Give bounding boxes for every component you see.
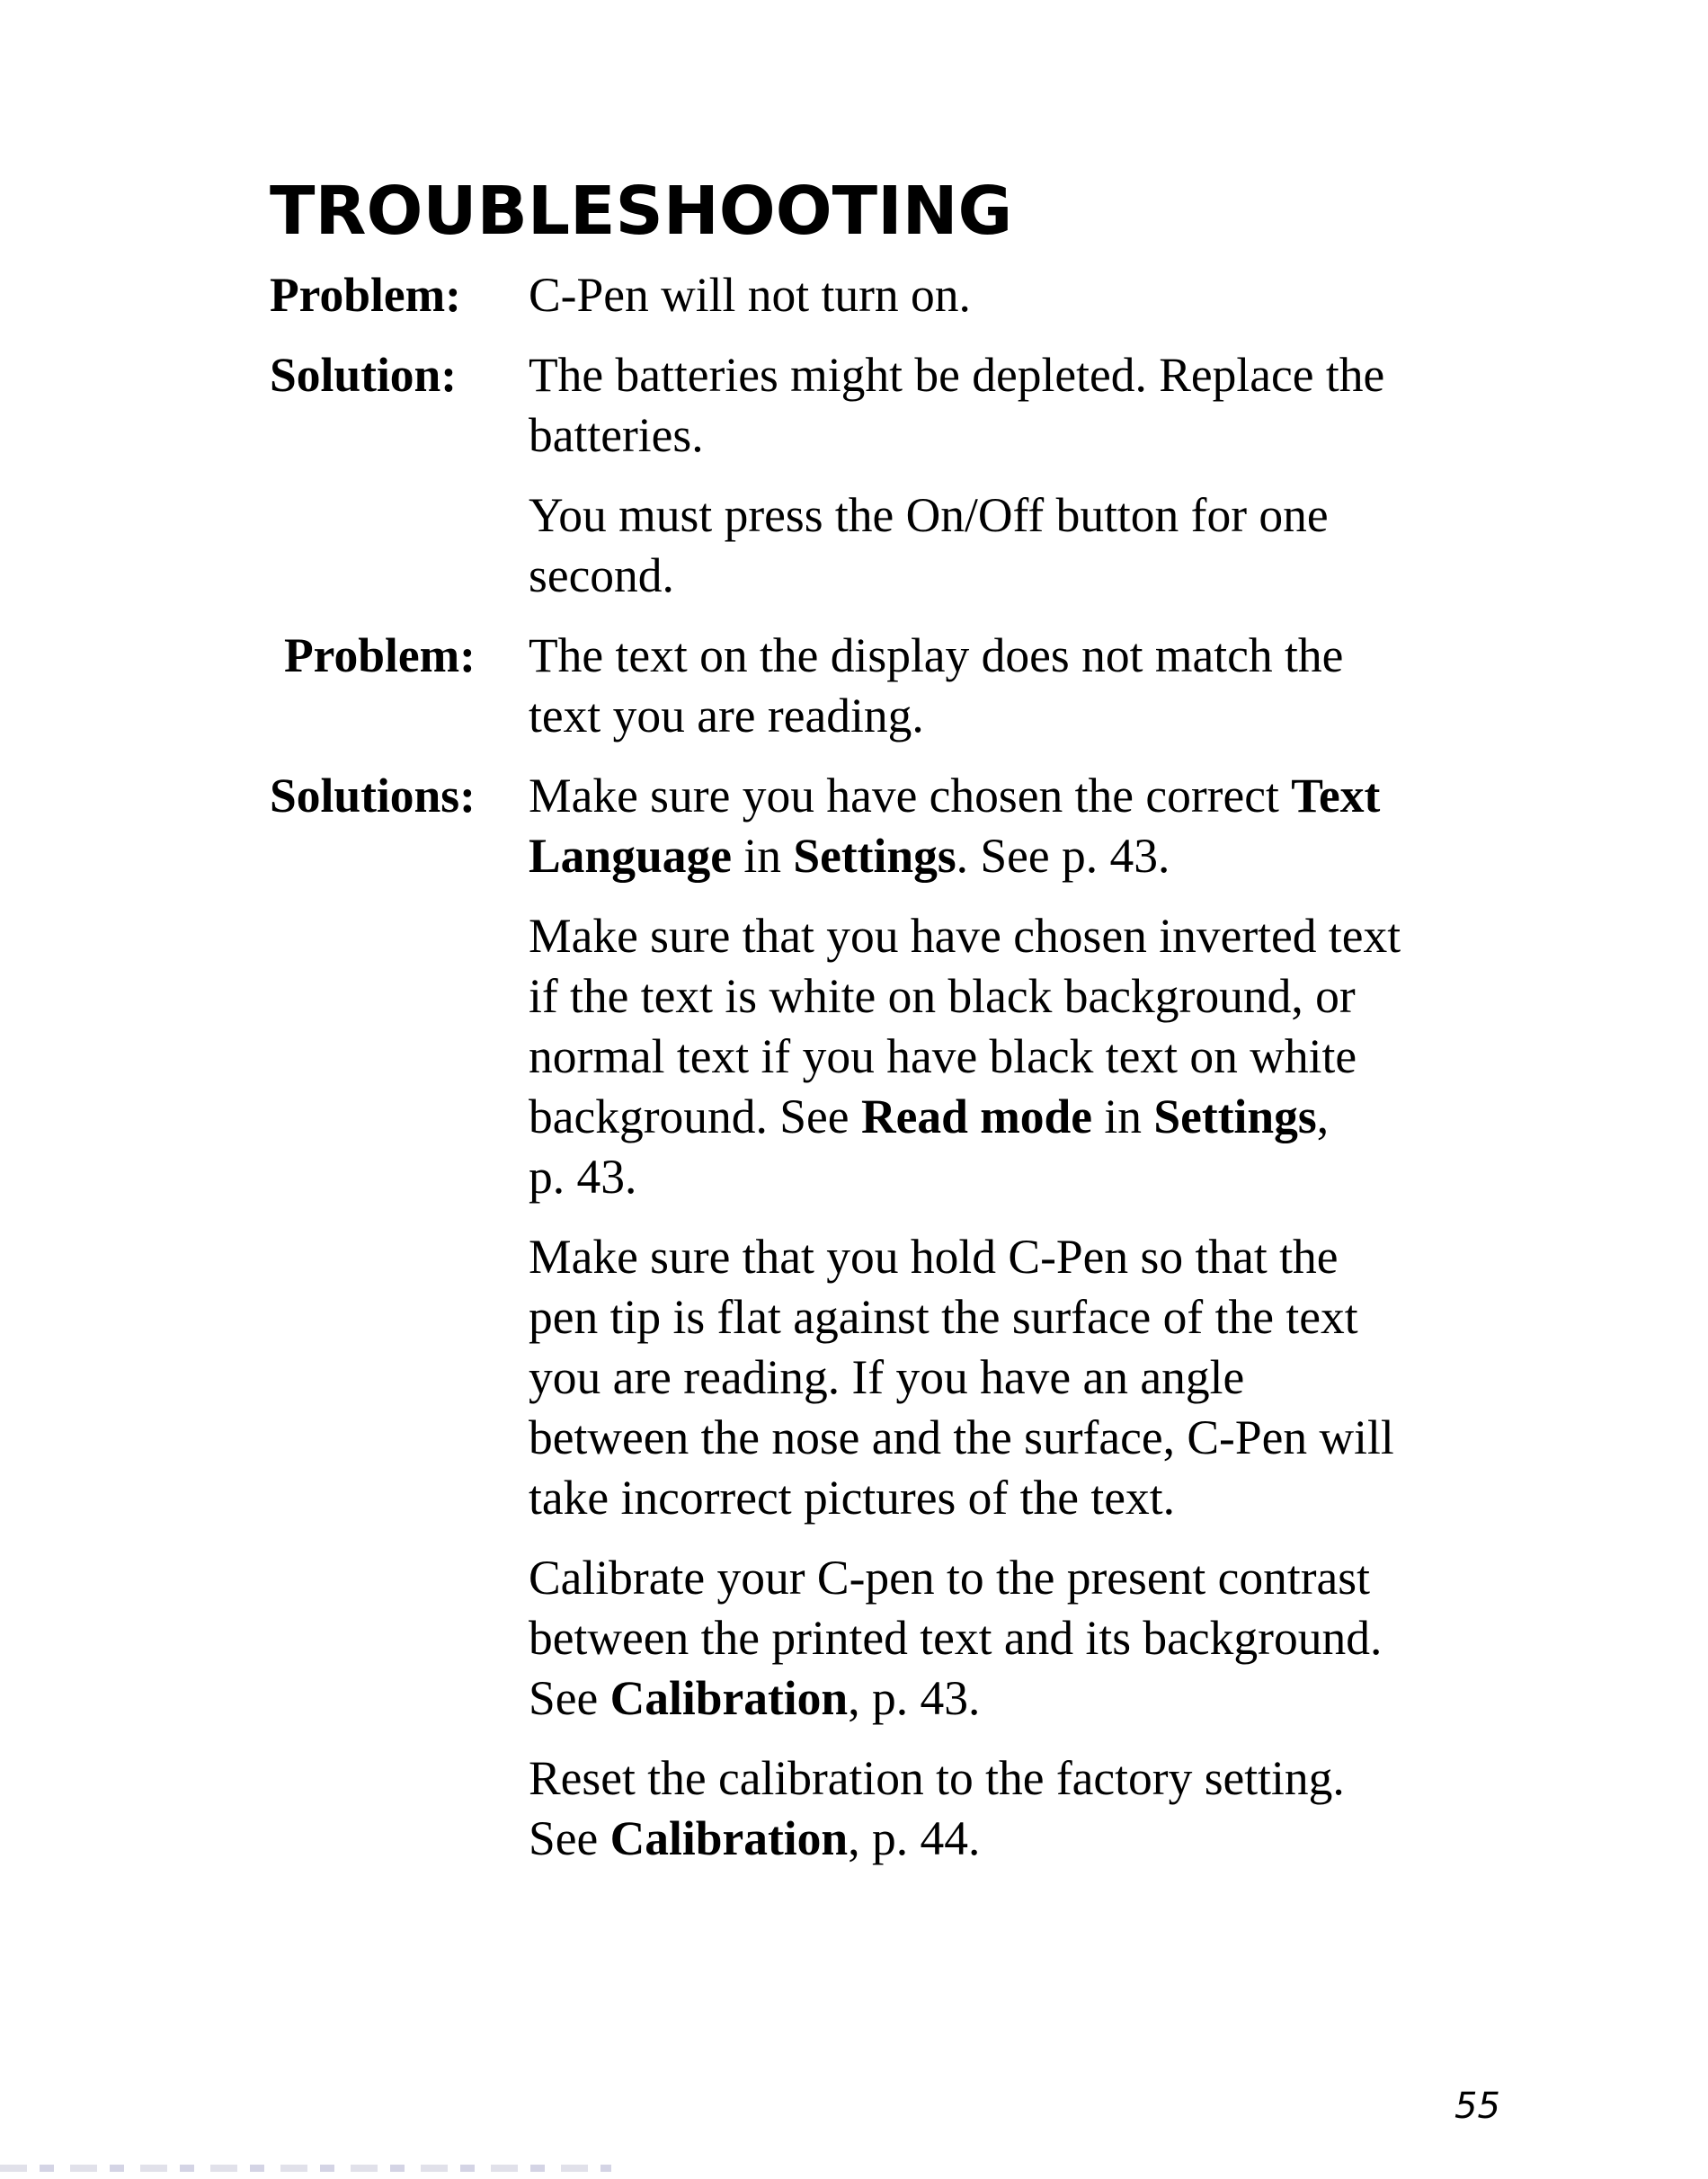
text-line: Make sure that you have chosen inverted text (529, 909, 1401, 963)
text-line: Reset the calibration to the factory setting. (529, 1751, 1345, 1805)
paragraph (529, 345, 1481, 466)
bold-term: Calibration (609, 1811, 849, 1865)
text-line: second. (529, 548, 674, 602)
paragraph (529, 485, 1481, 606)
page-number: 55 (1454, 2086, 1500, 2127)
paragraph (529, 766, 1481, 886)
bold-term: Settings (1153, 1090, 1317, 1143)
text-line: Calibrate your C-pen to the present contrast (529, 1551, 1370, 1605)
text-line: C-Pen will not turn on. (529, 268, 971, 322)
text-line (529, 826, 1481, 886)
problem-row-2 (270, 626, 1492, 746)
text-line: Make sure that you hold C-Pen so that the (529, 1230, 1339, 1284)
page-heading: TROUBLESHOOTING (270, 173, 1013, 250)
text-line: between the printed text and its background. (529, 1611, 1383, 1665)
problem-label: Problem: (284, 628, 476, 682)
text-run: , (1316, 1090, 1330, 1143)
paragraph (529, 626, 1481, 746)
text-line: You must press the On/Off button for one (529, 488, 1329, 542)
text-line: if the text is white on black background, or (529, 969, 1356, 1023)
solution-text (529, 345, 1481, 606)
text-line (529, 1087, 1481, 1147)
bold-term: Settings (793, 829, 956, 883)
solutions-label: Solutions: (270, 769, 476, 823)
problem-text (529, 265, 1481, 325)
text-line: pen tip is flat against the surface of the text (529, 1290, 1358, 1344)
paragraph (529, 265, 1481, 325)
text-run: , p. 44. (848, 1811, 981, 1865)
text-run: Make sure you have chosen the correct (529, 769, 1292, 823)
text-run: See (529, 1671, 610, 1725)
troubleshooting-content (270, 265, 1492, 1889)
solution-row-1 (270, 345, 1492, 606)
problem-text (529, 626, 1481, 746)
text-run: See (529, 1811, 610, 1865)
problem-label: Problem: (270, 268, 461, 322)
text-line: take incorrect pictures of the text. (529, 1471, 1175, 1525)
text-line: between the nose and the surface, C-Pen will (529, 1410, 1394, 1464)
text-run: in (1092, 1090, 1154, 1143)
text-line: normal text if you have black text on white (529, 1029, 1357, 1083)
solutions-row (270, 766, 1492, 1869)
footer-scan-artifact (0, 2165, 611, 2172)
paragraph (529, 1227, 1481, 1528)
paragraph (529, 1748, 1481, 1869)
solution-label: Solution: (270, 348, 458, 402)
text-line: The batteries might be depleted. Replace the (529, 348, 1385, 402)
bold-term: Text (1291, 769, 1381, 823)
bold-term: Calibration (609, 1671, 849, 1725)
paragraph (529, 906, 1481, 1207)
bold-term: Language (529, 829, 732, 883)
text-line: you are reading. If you have an angle (529, 1350, 1245, 1404)
text-line: p. 43. (529, 1150, 637, 1204)
text-line: batteries. (529, 408, 704, 462)
text-run: . See p. 43. (956, 829, 1170, 883)
text-line: The text on the display does not match the (529, 628, 1344, 682)
text-line (529, 1809, 1481, 1869)
text-run: , p. 43. (848, 1671, 981, 1725)
text-run: in (731, 829, 794, 883)
problem-row-1 (270, 265, 1492, 325)
solutions-text (529, 766, 1481, 1869)
paragraph (529, 1548, 1481, 1729)
bold-term: Read mode (860, 1090, 1093, 1143)
text-line: text you are reading. (529, 689, 924, 743)
text-line (529, 766, 1481, 826)
text-line (529, 1668, 1481, 1729)
text-run: background. See (529, 1090, 861, 1143)
